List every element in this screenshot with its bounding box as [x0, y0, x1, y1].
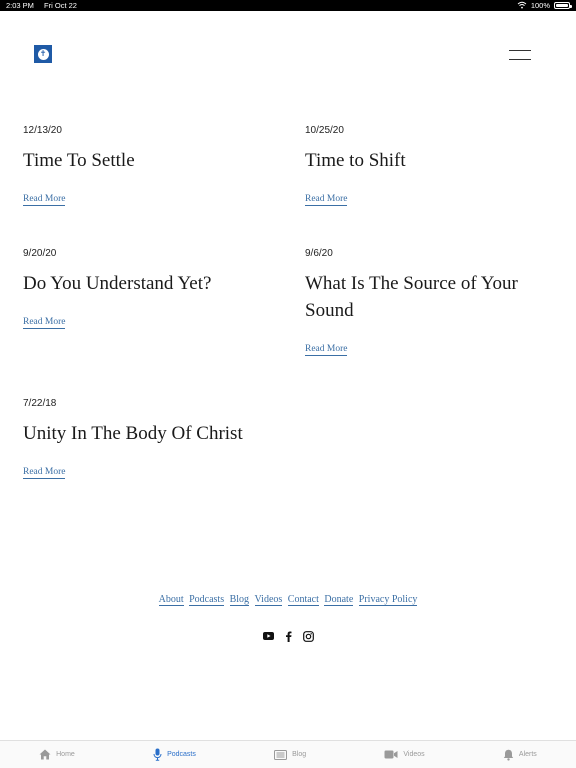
tab-label: Videos	[403, 751, 425, 758]
tab-label: Blog	[292, 751, 307, 758]
post-title[interactable]: Do You Understand Yet?	[23, 273, 212, 294]
post-date: 12/13/20	[23, 125, 62, 136]
post-date: 7/22/18	[23, 398, 57, 409]
footer-nav	[0, 594, 576, 605]
read-more-link[interactable]: Read More	[23, 194, 66, 204]
tab-blog[interactable]	[274, 750, 306, 760]
tab-label: Podcasts	[167, 751, 196, 758]
tab-podcasts[interactable]	[153, 748, 196, 761]
footer-link-contact[interactable]: Contact	[287, 594, 319, 605]
read-more-link[interactable]: Read More	[305, 344, 348, 354]
post-title[interactable]: What Is The Source of Your Sound	[305, 273, 518, 321]
read-more-link[interactable]: Read More	[23, 467, 66, 477]
post-card	[23, 125, 273, 206]
tab-alerts[interactable]	[503, 749, 537, 761]
battery-level	[556, 4, 568, 7]
post-card	[305, 248, 555, 356]
tab-home[interactable]	[39, 749, 75, 760]
bell-icon	[503, 749, 514, 761]
video-camera-icon	[384, 750, 398, 759]
site-logo[interactable]	[34, 45, 52, 63]
status-date: Fri Oct 22	[44, 1, 77, 10]
status-time: 2:03 PM	[6, 1, 34, 10]
tab-label: Alerts	[518, 751, 537, 758]
read-more-link[interactable]: Read More	[305, 194, 348, 204]
post-title[interactable]: Unity In The Body Of Christ	[23, 423, 243, 444]
footer-link-about[interactable]: About	[158, 594, 184, 605]
facebook-icon[interactable]	[282, 630, 294, 642]
cross-circle-icon: ✝	[38, 49, 49, 60]
post-date: 9/20/20	[23, 248, 57, 259]
footer-link-podcasts[interactable]: Podcasts	[189, 594, 225, 605]
footer-link-videos[interactable]: Videos	[254, 594, 283, 605]
footer-link-privacy-policy[interactable]: Privacy Policy	[358, 594, 418, 605]
battery-icon	[554, 2, 570, 9]
newspaper-icon	[274, 750, 287, 760]
post-date: 9/6/20	[305, 248, 333, 259]
tab-videos[interactable]	[384, 750, 424, 759]
microphone-icon	[153, 748, 162, 761]
bottom-tab-bar	[0, 740, 576, 768]
post-card	[23, 398, 273, 479]
menu-button[interactable]	[508, 48, 532, 62]
youtube-icon[interactable]	[262, 630, 274, 642]
status-bar	[0, 0, 576, 11]
social-links	[0, 630, 576, 642]
read-more-link[interactable]: Read More	[23, 317, 66, 327]
post-date: 10/25/20	[305, 125, 344, 136]
post-title[interactable]: Time To Settle	[23, 150, 135, 171]
hamburger-menu-icon	[509, 50, 531, 51]
instagram-icon[interactable]	[302, 630, 314, 642]
footer-link-blog[interactable]: Blog	[229, 594, 250, 605]
post-title[interactable]: Time to Shift	[305, 150, 406, 171]
battery-percent: 100%	[530, 1, 550, 10]
post-card	[23, 248, 273, 329]
post-card	[305, 125, 555, 206]
footer-link-donate[interactable]: Donate	[324, 594, 354, 605]
tab-label: Home	[56, 751, 75, 758]
home-icon	[39, 749, 51, 760]
wifi-icon	[517, 1, 527, 11]
